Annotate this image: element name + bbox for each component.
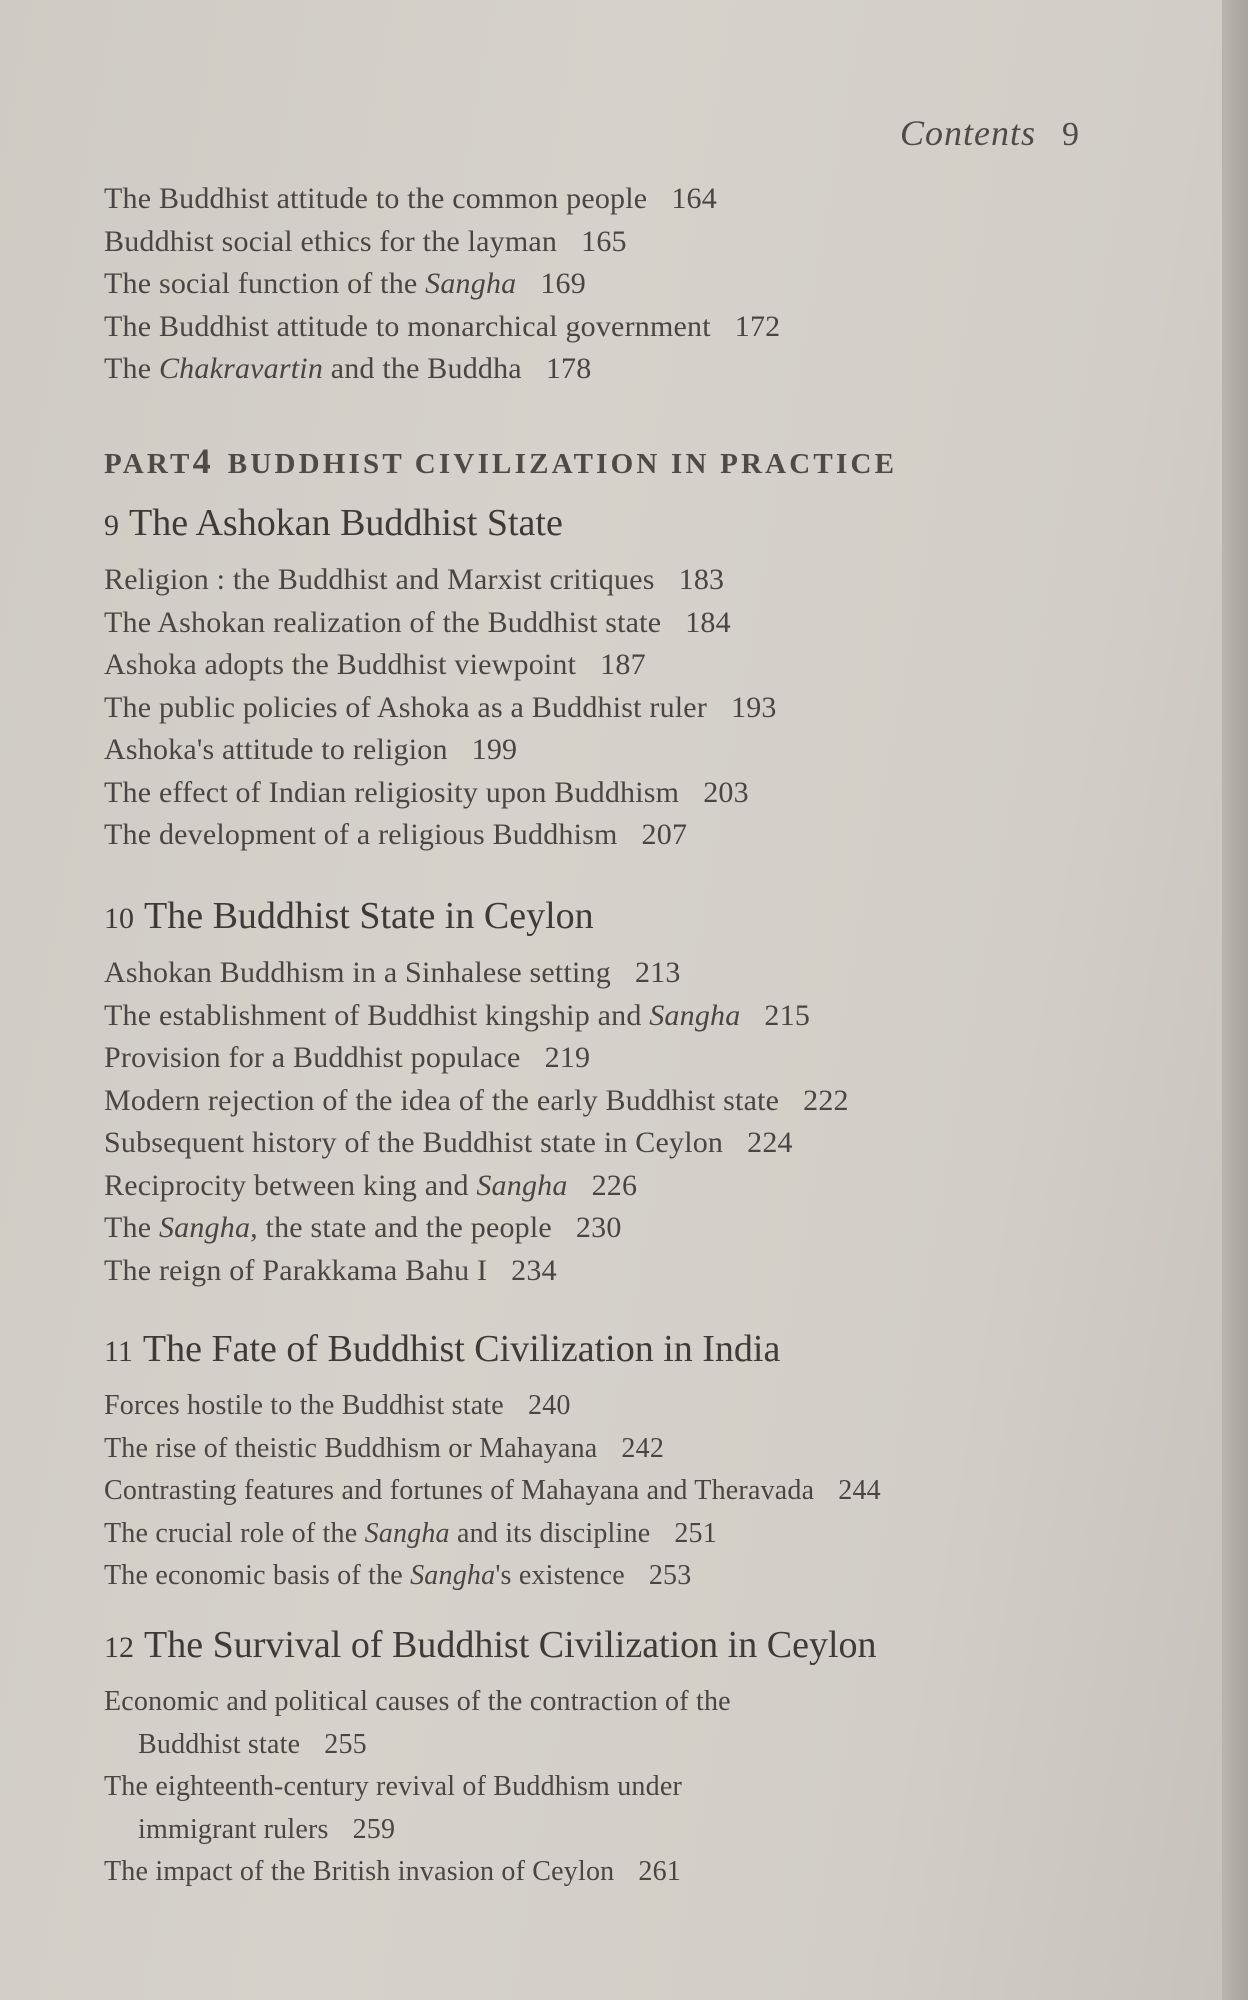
entry-page: 253 [648,1560,692,1591]
entry-page: 255 [324,1728,367,1760]
toc-entry: The Sangha, the state and the people 230 [104,1211,622,1244]
toc-entry: The Buddhist attitude to monarchical government 172 [104,309,781,343]
toc-entry: The public policies of Ashoka as a Buddhist ruler 193 [104,690,777,724]
toc-entry: Ashoka's attitude to religion 199 [104,733,518,766]
toc-entry: Economic and political causes of the contraction of the Buddhist state 255 [104,1686,731,1760]
entry-page: 169 [540,267,586,300]
toc-entry: Buddhist social ethics for the layman 165 [104,224,627,258]
toc-entry: The Buddhist attitude to the common people 164 [104,182,717,215]
chapter-title: The Buddhist State in Ceylon [144,895,594,937]
chapter-heading [104,500,777,549]
part-title: BUDDHIST CIVILIZATION IN PRACTICE [227,448,898,480]
running-header-title: Contents [900,113,1037,153]
entry-page: 219 [544,1041,591,1074]
entry-page: 165 [581,224,627,258]
toc-entry: Subsequent history of the Buddhist state in Ceylon 224 [104,1126,793,1159]
chapter-heading [104,1326,881,1375]
toc-entry: Modern rejection of the idea of the early Buddhist state 222 [104,1083,849,1117]
page-edge [1222,0,1248,2000]
entry-page: 259 [352,1813,396,1845]
entry-page: 226 [591,1168,638,1202]
toc-entry: Provision for a Buddhist populace 219 [104,1041,591,1074]
chapter-title: The Fate of Buddhist Civilization in India [142,1328,781,1370]
toc-entry: The rise of theistic Buddhism or Mahayana 242 [104,1432,665,1464]
entry-page: 244 [838,1475,881,1506]
chapter-title: The Ashokan Buddhist State [129,502,563,544]
toc-entry: The impact of the British invasion of Ceylon 261 [104,1856,681,1887]
entry-page: 187 [600,648,646,681]
toc-entry: Forces hostile to the Buddhist state 240 [104,1390,571,1421]
entry-page: 215 [764,998,811,1032]
entry-page: 213 [634,956,681,989]
entry-page: 193 [731,690,777,724]
entry-page: 207 [641,818,688,851]
chapter-12 [104,1622,877,1894]
toc-entry: The social function of the Sangha 169 [104,267,586,300]
toc-entry: Reciprocity between king and Sangha 226 [104,1168,638,1202]
toc-entry: The Chakravartin and the Buddha 178 [104,352,592,385]
entry-page: 199 [471,733,518,766]
toc-entry: Ashoka adopts the Buddhist viewpoint 187 [104,648,646,681]
toc-entry: The Ashokan realization of the Buddhist state 184 [104,605,731,639]
toc-entry: The economic basis of the Sangha's existence 253 [104,1560,692,1591]
toc-entry: Ashokan Buddhism in a Sinhalese setting 213 [104,956,681,989]
entry-page: 234 [511,1253,557,1287]
chapter-9 [104,500,777,857]
toc-entry: The effect of Indian religiosity upon Buddhism 203 [104,775,749,809]
part-label: PART [104,448,193,480]
entry-page: 184 [685,605,731,639]
chapter-title: The Survival of Buddhist Civilization in Ceylon [144,1624,877,1666]
entry-page: 261 [638,1856,681,1887]
toc-entry: The crucial role of the Sangha and its discipline 251 [104,1517,717,1549]
running-header [900,112,1079,154]
page-number: 9 [1062,116,1080,153]
chapter-number: 10 [104,902,134,935]
entry-page: 222 [803,1083,849,1117]
chapter-10 [104,893,849,1292]
chapter-heading [104,893,849,942]
entry-page: 183 [678,563,725,596]
toc-entry: Religion : the Buddhist and Marxist critiques 183 [104,563,725,596]
toc-entry: Contrasting features and fortunes of Mahayana and Theravada 244 [104,1475,881,1506]
toc-entry: The eighteenth-century revival of Buddhism under immigrant rulers 259 [104,1771,682,1845]
top-entry-list [104,178,780,391]
entry-page: 172 [734,309,781,343]
part-number: 4 [192,441,214,481]
chapter-11 [104,1326,881,1598]
chapter-number: 12 [104,1631,134,1664]
entry-page: 224 [747,1126,793,1159]
entry-page: 164 [671,182,717,215]
entry-page: 240 [527,1390,571,1421]
chapter-heading [104,1622,877,1671]
entry-page: 242 [621,1432,665,1464]
toc-entry: The establishment of Buddhist kingship and Sangha 215 [104,998,811,1032]
entry-page: 203 [703,775,749,809]
entry-page: 230 [575,1211,622,1244]
entry-page: 251 [674,1517,717,1549]
toc-entry: The development of a religious Buddhism 207 [104,818,688,851]
entry-page: 178 [545,352,592,385]
toc-entry: The reign of Parakkama Bahu I 234 [104,1253,557,1287]
part-heading [104,440,897,482]
chapter-number: 9 [104,509,119,542]
chapter-number: 11 [104,1335,133,1368]
